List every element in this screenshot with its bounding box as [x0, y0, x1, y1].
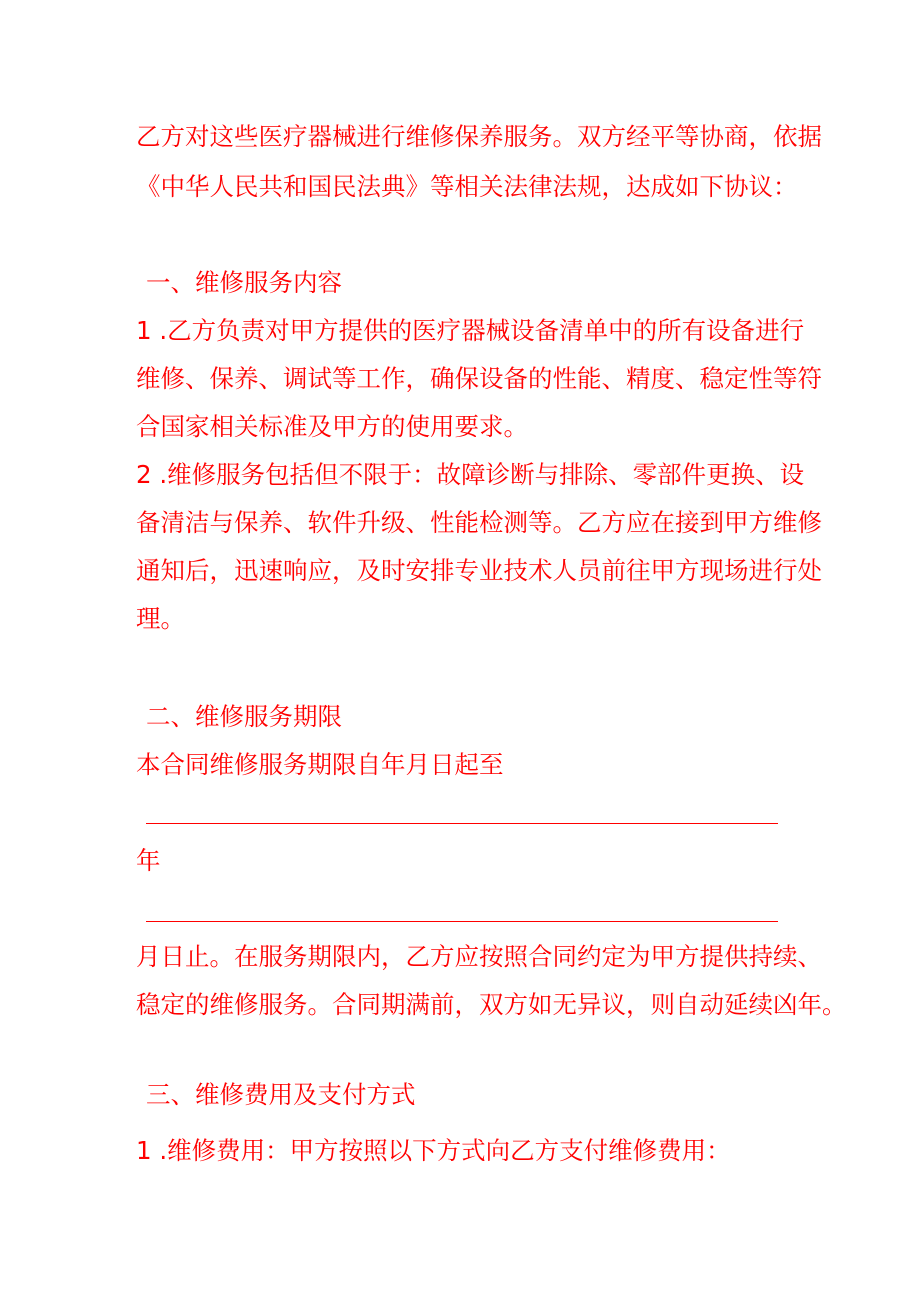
year-label: 年 [136, 846, 161, 875]
section-1-line-5: 备清洁与保养、软件升级、性能检测等。乙方应在接到甲方维修 [136, 508, 822, 537]
section-3-heading: 三、维修费用及支付方式 [146, 1080, 416, 1109]
section-2-line-2: 月日止。在服务期限内，乙方应按照合同约定为甲方提供持续、 [136, 942, 822, 971]
intro-line-1: 乙方对这些医疗器械进行维修保养服务。双方经平等协商，依据 [136, 122, 822, 151]
section-1-heading: 一、维修服务内容 [146, 268, 342, 297]
section-3-line-1: 1 .维修费用：甲方按照以下方式向乙方支付维修费用： [136, 1136, 731, 1165]
section-1-line-3: 合国家相关标准及甲方的使用要求。 [136, 412, 528, 441]
intro-line-2: 《中华人民共和国民法典》等相关法律法规，达成如下协议： [136, 172, 798, 201]
section-1-line-1: 1 .乙方负责对甲方提供的医疗器械设备清单中的所有设备进行 [136, 316, 805, 345]
section-1-line-2: 维修、保养、调试等工作，确保设备的性能、精度、稳定性等符 [136, 364, 822, 393]
section-2-heading: 二、维修服务期限 [146, 702, 342, 731]
section-1-line-6: 通知后，迅速响应，及时安排专业技术人员前往甲方现场进行处 [136, 556, 822, 585]
section-1-line-7: 理。 [136, 604, 185, 633]
date-blank-line-1 [146, 823, 778, 824]
date-blank-line-2 [146, 921, 778, 922]
section-1-line-4: 2 .维修服务包括但不限于：故障诊断与排除、零部件更换、设 [136, 460, 805, 489]
section-2-line-3: 稳定的维修服务。合同期满前，双方如无异议，则自动延续凶年。 [136, 990, 847, 1019]
section-2-line-1: 本合同维修服务期限自年月日起至 [136, 750, 504, 779]
